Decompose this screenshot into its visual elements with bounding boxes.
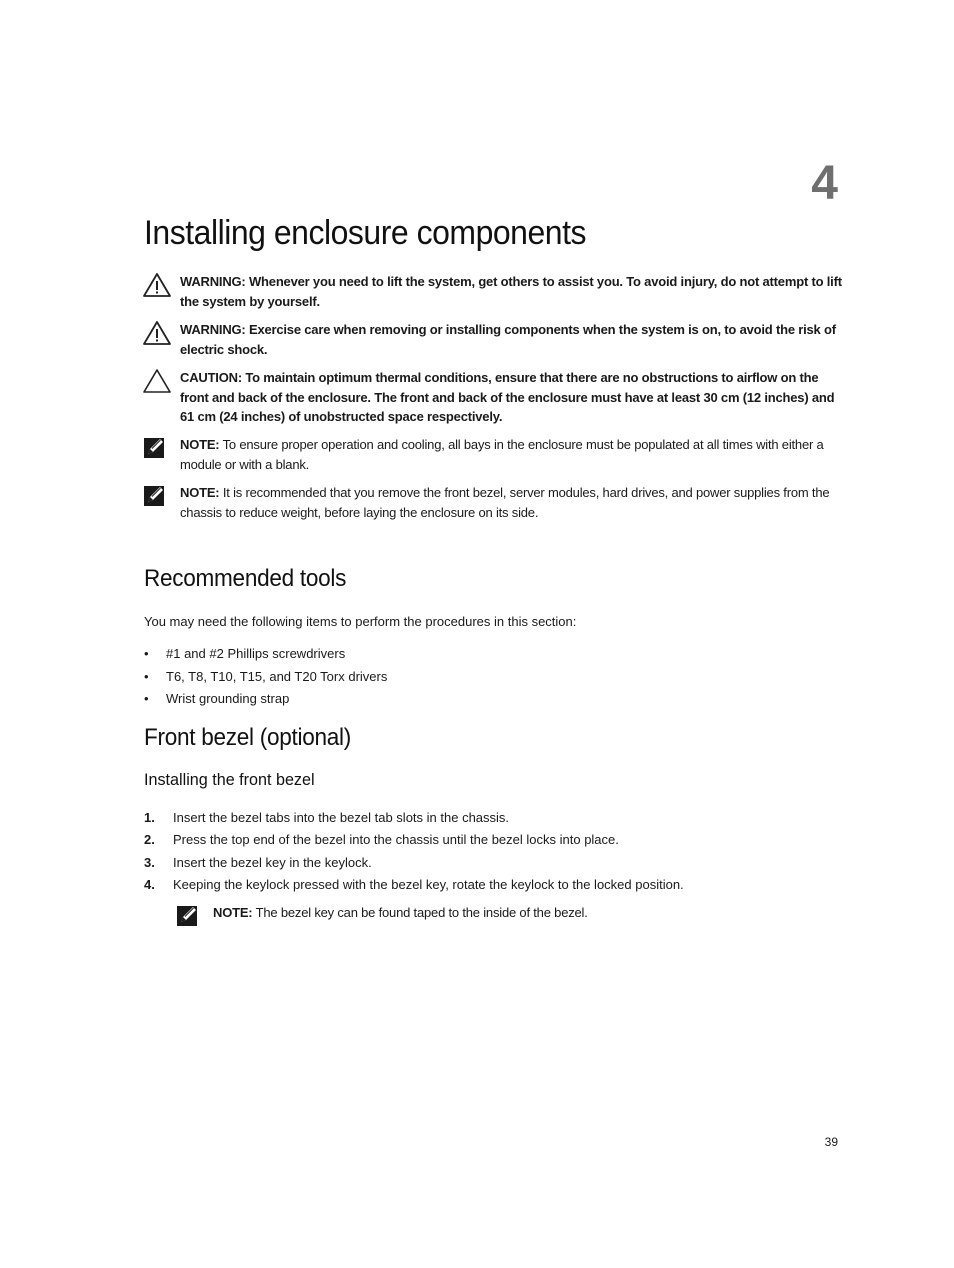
list-item-text: Wrist grounding strap bbox=[166, 691, 290, 706]
step-number: 3. bbox=[144, 854, 155, 870]
step-item bbox=[144, 810, 684, 832]
section-heading-recommended-tools: Recommended tools bbox=[144, 565, 347, 592]
step-item bbox=[144, 877, 684, 899]
caution-admonition bbox=[142, 368, 842, 427]
step-item bbox=[144, 832, 684, 854]
bullet-icon: • bbox=[144, 668, 149, 684]
list-item bbox=[144, 646, 387, 669]
note-admonition bbox=[175, 903, 835, 929]
subsection-heading-installing-front-bezel: Installing the front bezel bbox=[144, 770, 315, 789]
steps-list bbox=[144, 810, 684, 899]
step-item bbox=[144, 855, 684, 877]
step-text: Press the top end of the bezel into the chassis until the bezel locks into place. bbox=[173, 832, 619, 848]
admonition-label: NOTE: bbox=[180, 437, 220, 452]
note-admonition bbox=[142, 435, 842, 474]
admonition-label: WARNING: bbox=[180, 274, 246, 289]
admonition-text bbox=[180, 368, 842, 427]
admonition-text bbox=[180, 320, 842, 359]
section-intro: You may need the following items to perform the procedures in this section: bbox=[144, 614, 577, 629]
note-pencil-icon bbox=[142, 483, 172, 509]
admonition-body: It is recommended that you remove the front bezel, server modules, hard drives, and power supplies from the chassis to reduce weight, before laying the enclosure on its side. bbox=[180, 485, 830, 520]
list-item bbox=[144, 669, 387, 692]
chapter-title: Installing enclosure components bbox=[144, 214, 587, 252]
admonition-text bbox=[180, 483, 842, 522]
list-item bbox=[144, 691, 387, 714]
admonition-body: To maintain optimum thermal conditions, ensure that there are no obstructions to airflow on the front and back of the enclosure. The front and back of the enclosure must have at least 30 cm (12 inches) and 61 cm (24 inches) of unobstructed space respectively. bbox=[180, 370, 835, 424]
list-item-text: T6, T8, T10, T15, and T20 Torx drivers bbox=[166, 668, 388, 684]
section-heading-front-bezel: Front bezel (optional) bbox=[144, 724, 351, 751]
admonition-label: NOTE: bbox=[213, 905, 253, 920]
warning-admonition bbox=[142, 272, 842, 311]
note-admonition bbox=[142, 483, 842, 522]
bullet-icon: • bbox=[144, 646, 149, 661]
tools-list bbox=[144, 646, 387, 714]
warning-admonition bbox=[142, 320, 842, 359]
caution-triangle-icon bbox=[142, 368, 172, 394]
warning-triangle-icon bbox=[142, 272, 172, 298]
admonition-body: Whenever you need to lift the system, get others to assist you. To avoid injury, do not attempt to lift the system by yourself. bbox=[180, 274, 842, 309]
page-number: 39 bbox=[824, 1135, 838, 1149]
step-text: Insert the bezel tabs into the bezel tab slots in the chassis. bbox=[173, 810, 510, 825]
step-text: Insert the bezel key in the keylock. bbox=[173, 854, 372, 870]
admonition-body: The bezel key can be found taped to the inside of the bezel. bbox=[252, 905, 588, 920]
admonition-label: CAUTION: bbox=[180, 370, 242, 385]
bullet-icon: • bbox=[144, 691, 149, 706]
step-number: 2. bbox=[144, 832, 155, 848]
list-item-text: #1 and #2 Phillips screwdrivers bbox=[166, 646, 346, 661]
step-number: 4. bbox=[144, 876, 155, 892]
admonition-body: Exercise care when removing or installing components when the system is on, to avoid the risk of electric shock. bbox=[180, 322, 836, 357]
warning-triangle-icon bbox=[142, 320, 172, 346]
note-pencil-icon bbox=[175, 903, 205, 929]
admonition-text bbox=[213, 903, 588, 923]
admonition-label: WARNING: bbox=[180, 322, 246, 337]
admonition-label: NOTE: bbox=[180, 485, 220, 500]
admonition-text bbox=[180, 272, 842, 311]
step-text: Keeping the keylock pressed with the bezel key, rotate the keylock to the locked position. bbox=[173, 876, 684, 892]
admonition-text bbox=[180, 435, 842, 474]
admonition-body: To ensure proper operation and cooling, all bays in the enclosure must be populated at all times with either a module or with a blank. bbox=[180, 437, 824, 472]
note-pencil-icon bbox=[142, 435, 172, 461]
chapter-number: 4 bbox=[811, 157, 838, 210]
step-number: 1. bbox=[144, 810, 155, 825]
